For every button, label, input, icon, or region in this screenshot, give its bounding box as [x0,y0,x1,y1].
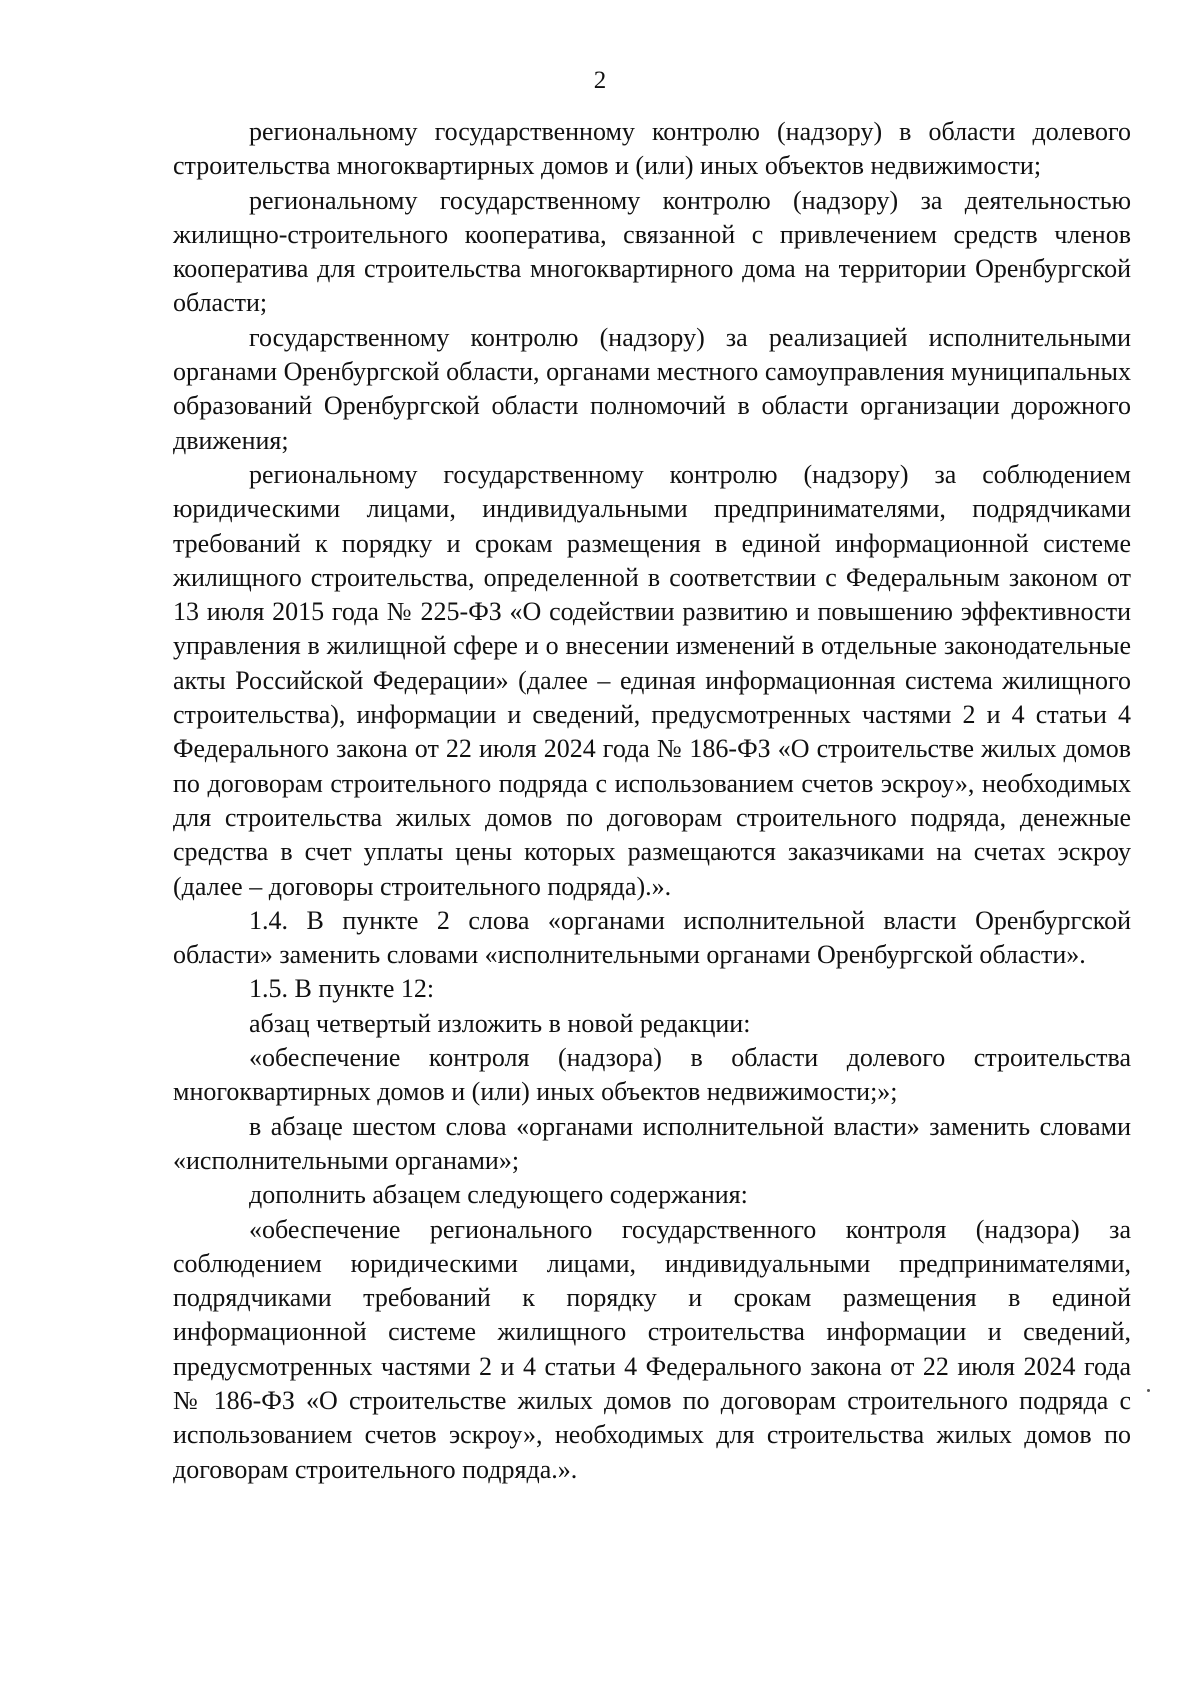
paragraph-quoted-control-shared-construction: «обеспечение контроля (надзора) в области долевого строительства многоквартирных домов и (или) иных объектов недвижимости;»; [173,1043,1131,1107]
paragraph-clause-1-4: 1.4. В пункте 2 слова «органами исполнительной власти Оренбургской области» заменить словами «исполнительными органами Оренбургской области». [173,905,1131,970]
paragraph-sixth-abzac-replacement: в абзаце шестом слова «органами исполнительной власти» заменить словами «исполнительными органами»; [173,1111,1131,1175]
paragraph-quoted-regional-control-escrow: «обеспечение регионального государственного контроля (надзора) за соблюдением юридическими лицами, индивидуальными предпринимателями, подрядчиками требований к порядку и срокам размещения в единой информационной системе жилищного строительства информации и сведений, предусмотренных частями 2 и 4 статьи 4 Федерального закона от 22 июля 2024 года № 186-ФЗ «О строительстве жилых домов по договорам строительного подряда с использованием счетов эскроу», необходимых для строительства жилых домов по договорам строительного подряда.». [173,1214,1131,1484]
paragraph-state-control-road-traffic: государственному контролю (надзору) за реализацией исполнительными органами Оренбургской области, органами местного самоуправления муниципальных образований Оренбургской области полномочий в области организации дорожного движения; [173,322,1131,455]
paragraph-clause-1-5: 1.5. В пункте 12: [249,974,435,1004]
paragraph-regional-control-shared-construction: региональному государственному контролю (надзору) в области долевого строительства многоквартирных домов и (или) иных объектов недвижимости; [173,117,1131,181]
page-number: 2 [593,67,607,94]
paragraph-fourth-abzac-new-edition: абзац четвертый изложить в новой редакции: [249,1008,751,1038]
document-body [173,115,1131,1487]
scan-speck [1147,1389,1150,1392]
paragraph-regional-control-information-system: региональному государственному контролю (надзору) за соблюдением юридическими лицами, индивидуальными предпринимателями, подрядчиками требований к порядку и срокам размещения в единой информационной системе жилищного строительства, определенной в соответствии с Федеральным законом от 13 июля 2015 года № 225-ФЗ «О содействии развитию и повышению эффективности управления в жилищной сфере и о внесении изменений в отдельные законодательные акты Российской Федерации» (далее – единая информационная система жилищного строительства), информации и сведений, предусмотренных частями 2 и 4 статьи 4 Федерального закона от 22 июля 2024 года № 186-ФЗ «О строительстве жилых домов по договорам строительного подряда с использованием счетов эскроу», необходимых для строительства жилых домов по договорам строительного подряда, денежные средства в счет уплаты цены которых размещаются заказчиками на счетах эскроу (далее – договоры строительного подряда).». [173,459,1131,901]
paragraph-supplement-intro: дополнить абзацем следующего содержания: [249,1180,748,1210]
paragraph-regional-control-housing-cooperative: региональному государственному контролю (надзору) за деятельностью жилищно-строительного кооператива, связанной с привлечением средств членов кооператива для строительства многоквартирного дома на территории Оренбургской области; [173,185,1131,318]
